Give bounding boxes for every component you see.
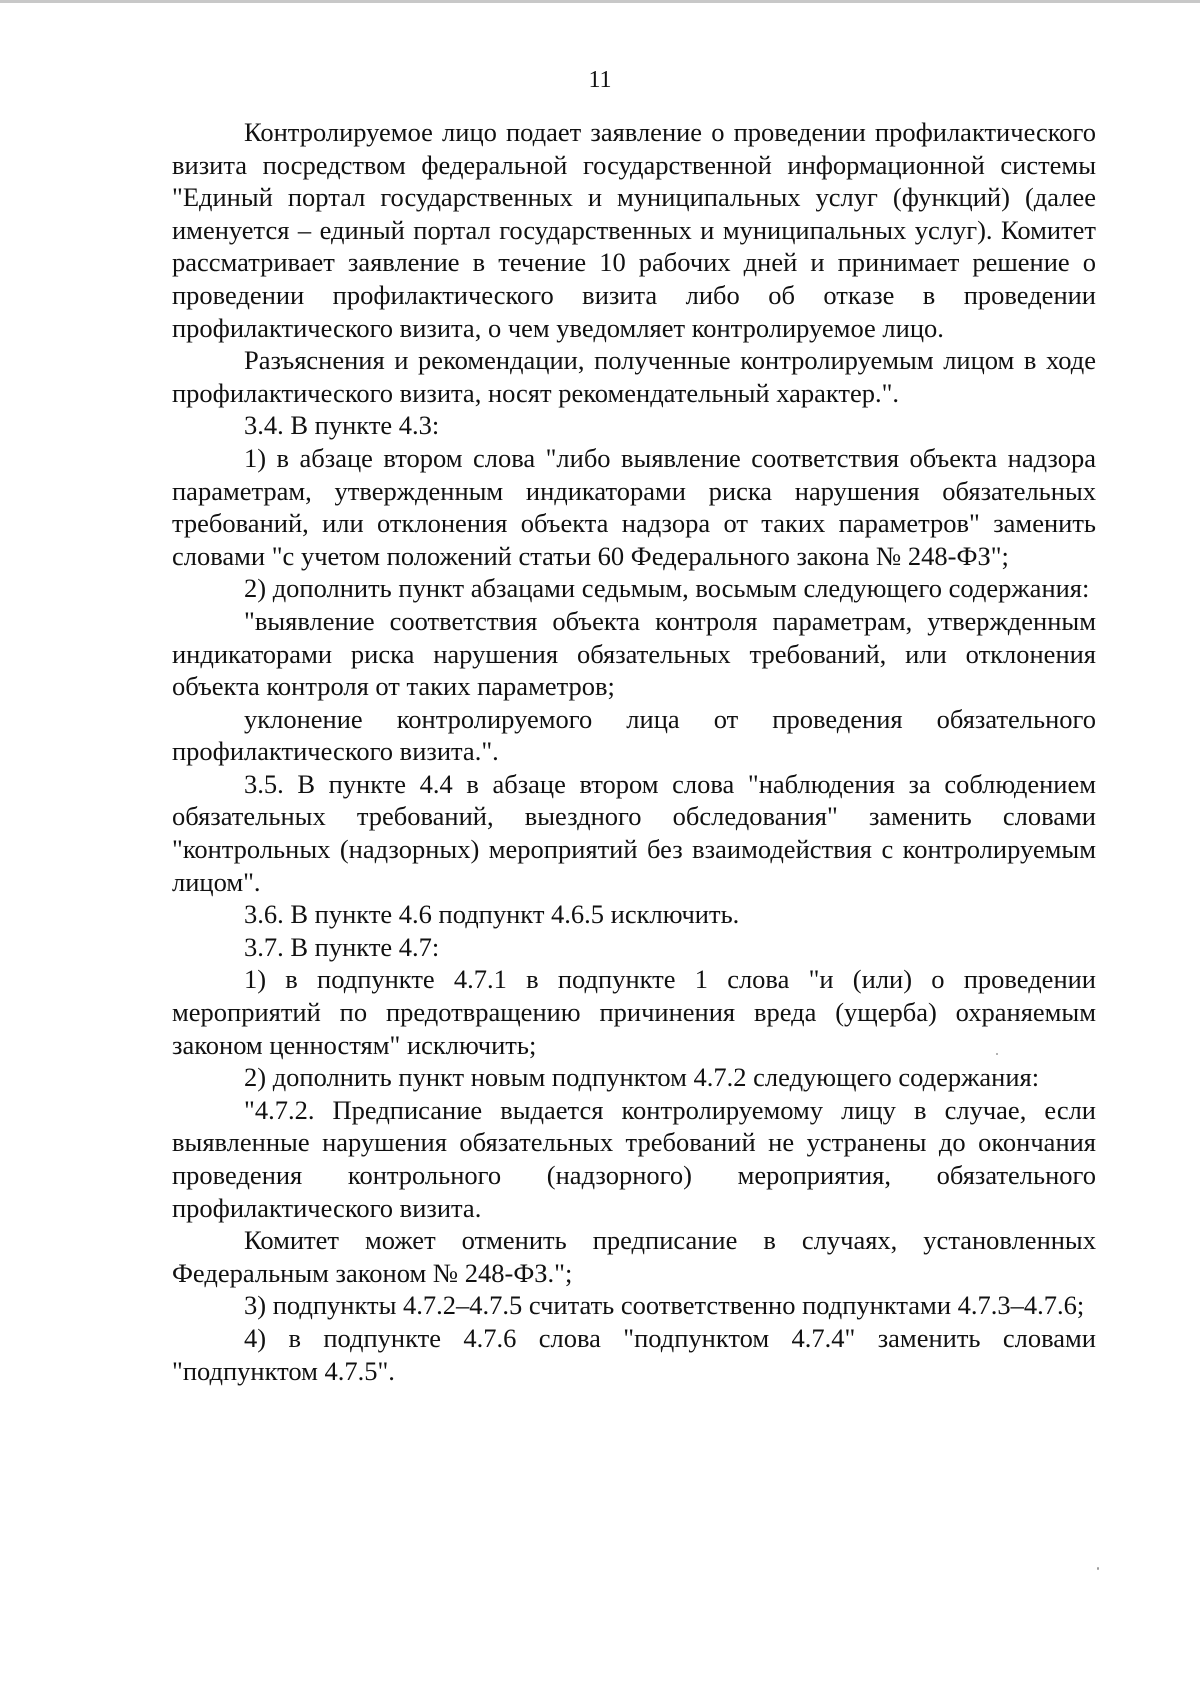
- paragraph-quote-detection: "выявление соответствия объекта контроля параметрам, утвержденным индикаторами риска нарушения обязательных требований, или отклонения объекта контроля от таких параметров;: [172, 605, 1096, 702]
- paragraph-quote-4-7-2: "4.7.2. Предписание выдается контролируемому лицу в случае, если выявленные нарушения обязательных требований не устранены до окончания проведения контрольного (надзорного) мероприятия, обязательного профилактического визита.: [172, 1094, 1096, 1223]
- page-number: 11: [588, 67, 612, 93]
- paragraph-3-7-item-2: 2) дополнить пункт новым подпунктом 4.7.2 следующего содержания:: [244, 1062, 1040, 1093]
- paragraph-3-7-item-3: 3) подпункты 4.7.2–4.7.5 считать соответственно подпунктами 4.7.3–4.7.6;: [244, 1290, 1085, 1321]
- paragraph-application: Контролируемое лицо подает заявление о проведении профилактического визита посредством федеральной государственной информационной системы "Единый портал государственных и муниципальных услуг (функций) (далее именуется – единый портал государственных и муниципальных услуг). Комитет рассматривает заявление в течение 10 рабочих дней и принимает решение о проведении профилактического визита либо об отказе в проведении профилактического визита, о чем уведомляет контролируемое лицо.: [172, 117, 1096, 343]
- paragraph-3-7-item-4: 4) в подпункте 4.7.6 слова "подпунктом 4.7.4" заменить словами "подпунктом 4.7.5".: [172, 1322, 1096, 1386]
- paragraph-3-4-item-2: 2) дополнить пункт абзацами седьмым, восьмым следующего содержания:: [244, 573, 1090, 604]
- scan-speck: [996, 1053, 998, 1055]
- paragraph-3-5: 3.5. В пункте 4.4 в абзаце втором слова "наблюдения за соблюдением обязательных требований, выездного обследования" заменить словами "контрольных (надзорных) мероприятий без взаимодействия с контролируемым лицом".: [172, 768, 1096, 897]
- scan-speck: [1097, 1567, 1099, 1570]
- paragraph-quote-cancel: Комитет может отменить предписание в случаях, установленных Федеральным законом № 248-ФЗ.";: [172, 1225, 1096, 1288]
- paragraph-3-4-item-1: 1) в абзаце втором слова "либо выявление соответствия объекта надзора параметрам, утвержденным индикаторами риска нарушения обязательных требований, или отклонения объекта надзора от таких параметров" заменить словами "с учетом положений статьи 60 Федерального закона № 248-ФЗ";: [172, 442, 1096, 571]
- paragraph-explanations: Разъяснения и рекомендации, полученные контролируемым лицом в ходе профилактического визита, носят рекомендательный характер.".: [172, 345, 1096, 408]
- paragraph-3-4: 3.4. В пункте 4.3:: [244, 410, 440, 441]
- paragraph-3-6: 3.6. В пункте 4.6 подпункт 4.6.5 исключить.: [244, 899, 740, 930]
- scan-edge: [0, 0, 1200, 3]
- paragraph-3-7: 3.7. В пункте 4.7:: [244, 931, 440, 962]
- paragraph-3-7-item-1: 1) в подпункте 4.7.1 в подпункте 1 слова "и (или) о проведении мероприятий по предотвращению причинения вреда (ущерба) охраняемым законом ценностям" исключить;: [172, 964, 1096, 1060]
- paragraph-quote-evasion: уклонение контролируемого лица от проведения обязательного профилактического визита.".: [172, 703, 1096, 767]
- document-body: [172, 116, 1096, 1387]
